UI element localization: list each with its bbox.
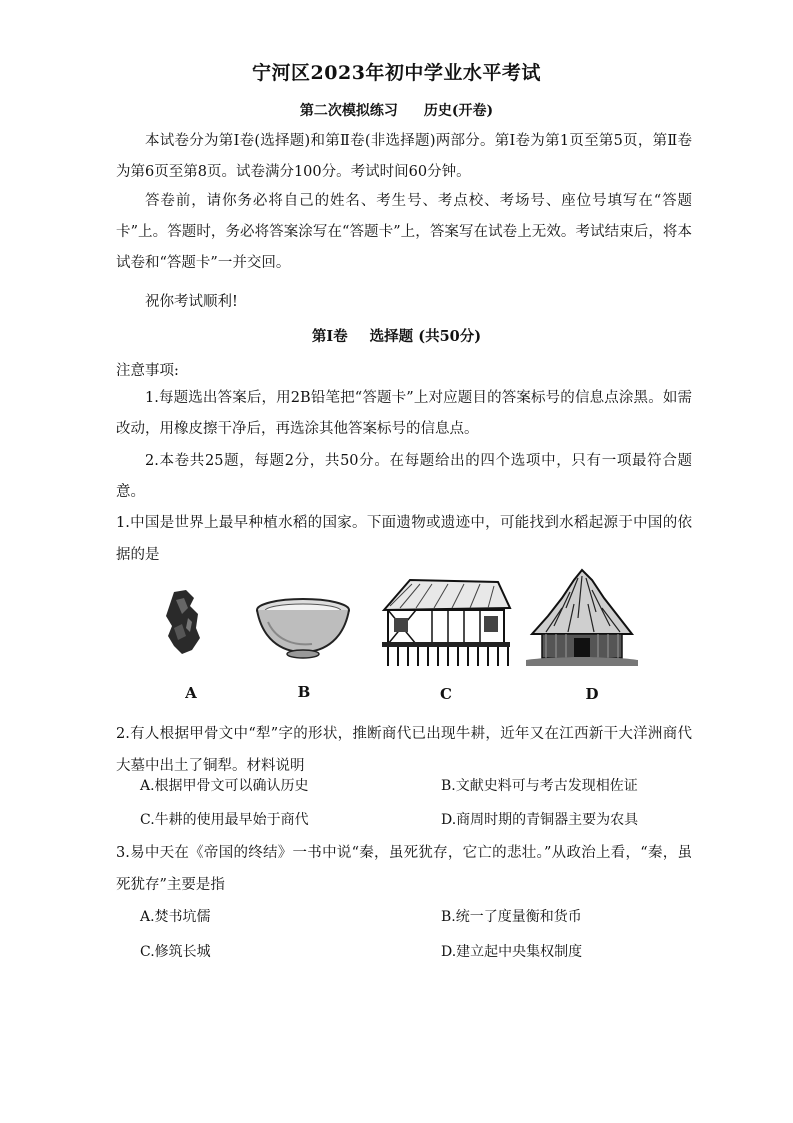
question-2-option-d: D.商周时期的青铜器主要为农具	[441, 812, 639, 828]
intro-paragraph-1: 本试卷分为第Ⅰ卷(选择题)和第Ⅱ卷(非选择题)两部分。第Ⅰ卷为第1页至第5页，第Ⅱ卷为第6页至第8页。试卷满分100分。考试时间60分钟。	[116, 133, 692, 180]
exam-title: 宁河区2023年初中学业水平考试	[252, 62, 541, 84]
section-title	[0, 325, 793, 346]
stilt-house-image	[376, 576, 516, 668]
figure-label-d: D	[585, 685, 599, 703]
question-3-stem: 3.易中天在《帝国的终结》一书中说“秦，虽死犹存，它亡的悲壮。”从政治上看，“秦，虽死犹存”主要是指	[116, 845, 692, 893]
good-luck-text: 祝你考试顺利!	[145, 294, 238, 310]
question-3-option-d: D.建立起中央集权制度	[441, 944, 583, 960]
question-3-option-c: C.修筑长城	[140, 944, 211, 960]
charred-rice-fragment-image	[160, 588, 204, 658]
note-1: 1.每题选出答案后，用2B铅笔把“答题卡”上对应题目的答案标号的信息点涂黑。如需改动，用橡皮擦干净后，再选涂其他答案标号的信息点。	[116, 390, 692, 437]
question-1-stem: 1.中国是世界上最早种植水稻的国家。下面遗物或遗迹中，可能找到水稻起源于中国的依据的是	[116, 515, 692, 563]
section-name: 选择题 (共50分)	[369, 328, 482, 345]
thatched-hut-image	[522, 568, 642, 672]
figure-label-c: C	[440, 685, 452, 703]
figure-label-b: B	[297, 683, 311, 701]
note-2: 2.本卷共25题，每题2分，共50分。在每题给出的四个选项中，只有一项最符合题意。	[116, 453, 692, 500]
question-3-option-b: B.统一了度量衡和货币	[441, 909, 582, 925]
question-2-stem: 2.有人根据甲骨文中“犁”字的形状，推断商代已出现牛耕，近年又在江西新干大洋洲商代大墓中出土了铜犁。材料说明	[116, 726, 692, 774]
subtitle-subject: 历史(开卷)	[423, 103, 494, 119]
question-2-option-a: A.根据甲骨文可以确认历史	[140, 778, 309, 794]
figure-label-a: A	[185, 684, 197, 702]
intro-paragraph-2: 答卷前，请你务必将自己的姓名、考生号、考点校、考场号、座位号填写在“答题卡”上。答题时，务必将答案涂写在“答题卡”上，答案写在试卷上无效。考试结束后，将本试卷和“答题卡”一并交回。	[116, 193, 692, 271]
exam-subtitle	[0, 100, 793, 120]
pottery-bowl-image	[254, 596, 352, 660]
question-2-option-c: C.牛耕的使用最早始于商代	[140, 812, 309, 828]
notes-heading: 注意事项:	[116, 363, 179, 379]
subtitle-practice: 第二次模拟练习	[299, 103, 398, 119]
question-2-option-b: B.文献史料可与考古发现相佐证	[441, 778, 638, 794]
question-3-option-a: A.焚书坑儒	[140, 909, 211, 925]
section-label: 第Ⅰ卷	[311, 328, 348, 345]
